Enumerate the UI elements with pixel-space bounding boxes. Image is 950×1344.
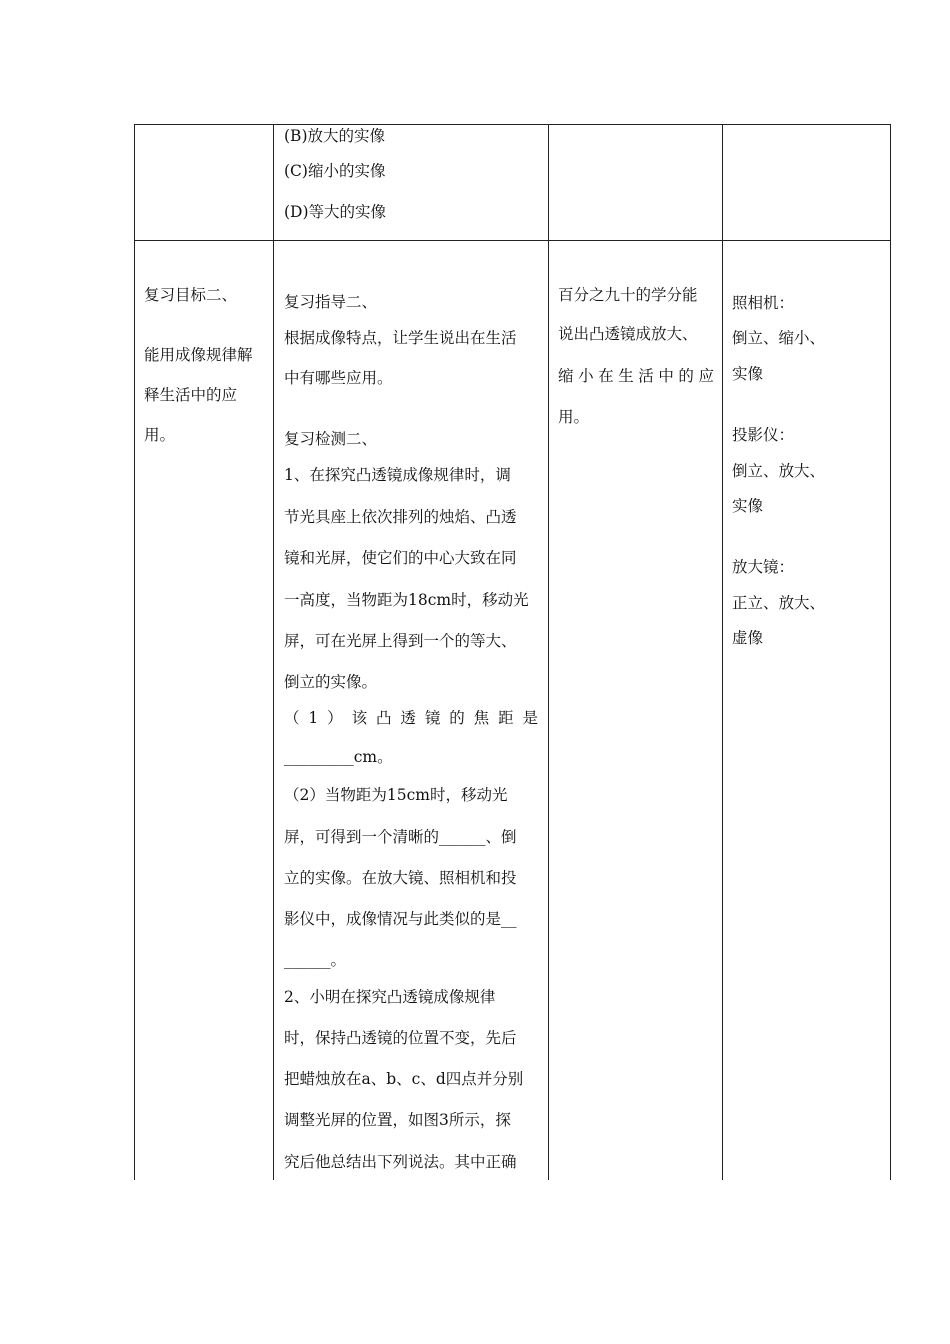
option-d: (D)等大的实像 xyxy=(284,203,387,221)
guidance-title: 复习指导二、 xyxy=(284,293,378,311)
camera-label: 照相机： xyxy=(732,294,795,312)
table-top-border xyxy=(134,124,891,125)
exercise-text-line: 2、小明在探究凸透镜成像规律 xyxy=(284,988,496,1006)
magnifier-detail: 正立、放大、 xyxy=(732,594,826,612)
table-left-border xyxy=(134,124,135,1180)
review-goal-text-line: 能用成像规律解 xyxy=(144,346,253,364)
exercise-text-line: 立的实像。在放大镜、照相机和投 xyxy=(284,869,517,887)
outcome-text-line: 缩小在生活中的应 xyxy=(558,367,714,385)
row-divider xyxy=(134,240,891,241)
exercise-text-line: 屏，可得到一个清晰的______、倒 xyxy=(284,828,517,846)
exercise-blank-line: ______。 xyxy=(284,951,347,969)
exercise-text-line: 调整光屏的位置，如图3所示，探 xyxy=(284,1111,511,1129)
projector-label: 投影仪： xyxy=(732,426,795,444)
magnifier-label: 放大镜： xyxy=(732,558,795,576)
exercise-question-2: （2）当物距为15cm时，移动光 xyxy=(284,786,508,804)
camera-detail: 实像 xyxy=(732,365,764,383)
projector-detail: 倒立、放大、 xyxy=(732,462,826,480)
exercise-text-line: 一高度，当物距为18cm时，移动光 xyxy=(284,591,529,609)
review-goal-text-line: 用。 xyxy=(144,426,176,444)
exercise-text-line: 镜和光屏，使它们的中心大致在同 xyxy=(284,549,517,567)
review-goal-text-line: 释生活中的应 xyxy=(144,386,238,404)
review-goal-title: 复习目标二、 xyxy=(144,286,238,304)
exercise-text-line: 屏，可在光屏上得到一个的等大、 xyxy=(284,632,517,650)
column-divider-2 xyxy=(548,124,549,1180)
exercise-text-line: 把蜡烛放在a、b、c、d四点并分别 xyxy=(284,1070,524,1088)
exercise-text-line: 时，保持凸透镜的位置不变，先后 xyxy=(284,1029,517,1047)
exercise-blank-line: _________cm。 xyxy=(284,748,393,766)
outcome-text-line: 百分之九十的学分能 xyxy=(558,286,698,304)
exercise-title: 复习检测二、 xyxy=(284,430,378,448)
guidance-text-line: 根据成像特点，让学生说出在生活 xyxy=(284,329,517,347)
exercise-text-line: 影仪中，成像情况与此类似的是__ xyxy=(284,910,517,928)
exercise-question-1: （1）该凸透镜的焦距是 xyxy=(284,709,538,727)
table-right-border xyxy=(890,124,891,1180)
option-c: (C)缩小的实像 xyxy=(284,162,386,180)
exercise-text-line: 1、在探究凸透镜成像规律时，调 xyxy=(284,466,511,484)
camera-detail: 倒立、缩小、 xyxy=(732,329,826,347)
exercise-text-line: 倒立的实像。 xyxy=(284,673,378,691)
exercise-text-line: 节光具座上依次排列的烛焰、凸透 xyxy=(284,508,517,526)
guidance-text-line: 中有哪些应用。 xyxy=(284,369,393,387)
magnifier-detail: 虚像 xyxy=(732,629,764,647)
outcome-text-line: 说出凸透镜成放大、 xyxy=(558,325,698,343)
projector-detail: 实像 xyxy=(732,497,764,515)
outcome-text-line: 用。 xyxy=(558,408,590,426)
exercise-text-line: 究后他总结出下列说法。其中正确 xyxy=(284,1153,517,1171)
column-divider-1 xyxy=(273,124,274,1180)
column-divider-3 xyxy=(722,124,723,1180)
option-b: (B)放大的实像 xyxy=(284,127,385,145)
